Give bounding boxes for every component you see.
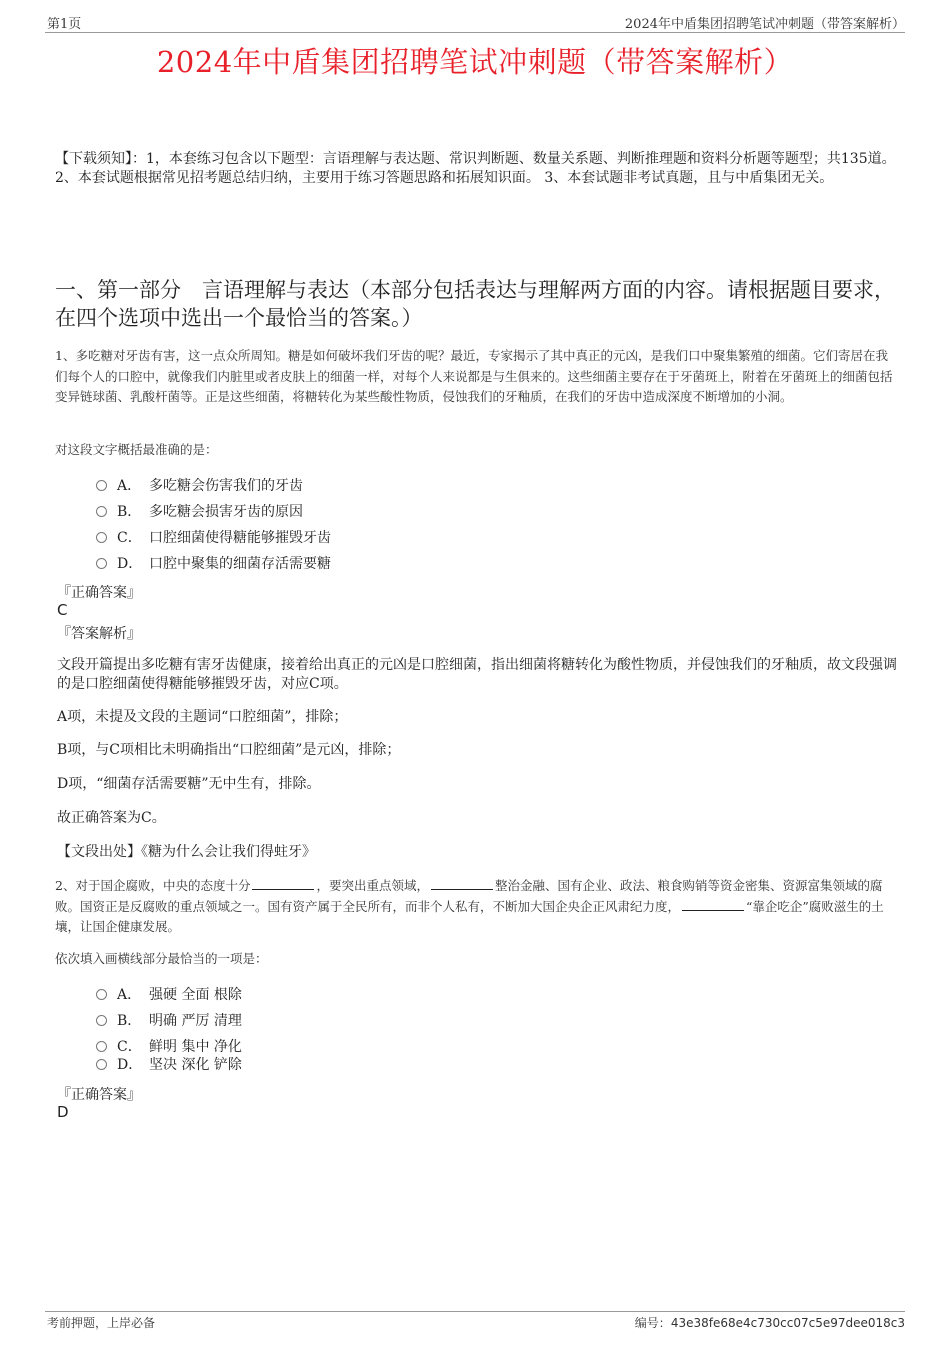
page-number: 第1页 bbox=[47, 17, 82, 32]
section-heading: 一、第一部分 言语理解与表达（本部分包括表达与理解两方面的内容。请根据题目要求，在四个选项中选出一个最恰当的答案。） bbox=[55, 278, 895, 330]
q2-answer: D bbox=[57, 1103, 69, 1121]
q1-source: 【文段出处】《糖为什么会让我们得蛀牙》 bbox=[57, 844, 316, 860]
option-letter: A． bbox=[117, 987, 142, 1003]
option-letter: D． bbox=[117, 556, 143, 572]
radio-icon[interactable] bbox=[96, 558, 107, 569]
download-notice: 【下载须知】：1，本套练习包含以下题型：言语理解与表达题、常识判断题、数量关系题、判断推理题和资料分析题等题型；共135道。 2、本套试题根据常见招考题总结归纳，主要用于练习答题思路和拓展知识面。 3、本套试题非考试真题，且与中盾集团无关。 bbox=[55, 151, 896, 186]
radio-icon[interactable] bbox=[96, 480, 107, 491]
option-letter: B． bbox=[117, 1013, 142, 1029]
document-code-label: 编号： bbox=[634, 1316, 671, 1330]
option-letter: A． bbox=[117, 478, 142, 494]
q2-text-part-1: 2、对于国企腐败，中央的态度十分 bbox=[55, 878, 251, 893]
q1-analysis-option-a: A项，未提及文段的主题词“口腔细菌”，排除； bbox=[57, 709, 348, 725]
option-text: 强硬 全面 根除 bbox=[149, 987, 242, 1003]
footer-slogan: 考前押题，上岸必备 bbox=[47, 1316, 156, 1330]
radio-icon[interactable] bbox=[96, 989, 107, 1000]
document-title: 2024年中盾集团招聘笔试冲刺题（带答案解析） bbox=[156, 45, 794, 79]
q2-option-d[interactable] bbox=[96, 1055, 242, 1075]
option-letter: D． bbox=[117, 1057, 143, 1073]
q1-option-c[interactable] bbox=[96, 528, 331, 548]
option-letter: C． bbox=[117, 530, 142, 546]
fill-blank-2 bbox=[431, 877, 493, 890]
radio-icon[interactable] bbox=[96, 1041, 107, 1052]
header-divider bbox=[45, 32, 905, 33]
document-code-value: 43e38fe68e4c730cc07c5e97dee018c3 bbox=[670, 1316, 905, 1330]
question-1-prompt: 对这段文字概括最准确的是： bbox=[55, 442, 218, 457]
running-header-title: 2024年中盾集团招聘笔试冲刺题（带答案解析） bbox=[624, 17, 905, 32]
fill-blank-3 bbox=[682, 898, 744, 911]
q2-text-part-2: ，要突出重点领域， bbox=[316, 878, 429, 893]
radio-icon[interactable] bbox=[96, 506, 107, 517]
question-1-text: 1、多吃糖对牙齿有害，这一点众所周知。糖是如何破坏我们牙齿的呢？最近，专家揭示了其中真正的元凶，是我们口中聚集繁殖的细菌。它们寄居在我们每个人的口腔中，就像我们内脏里或者皮肤上的细菌一样，对每个人来说都是与生俱来的。这些细菌主要存在于牙菌斑上，附着在牙菌斑上的细菌包括变异链球菌、乳酸杆菌等。正是这些细菌，将糖转化为某些酸性物质，侵蚀我们的牙釉质，在我们的牙齿中造成深度不断增加的小洞。 bbox=[55, 348, 893, 404]
fill-blank-1 bbox=[252, 877, 314, 890]
radio-icon[interactable] bbox=[96, 1015, 107, 1026]
radio-icon[interactable] bbox=[96, 1059, 107, 1070]
radio-icon[interactable] bbox=[96, 532, 107, 543]
option-letter: B． bbox=[117, 504, 142, 520]
q1-option-d[interactable] bbox=[96, 554, 331, 574]
q1-analysis-label: 『答案解析』 bbox=[57, 626, 141, 642]
document-code bbox=[635, 1314, 905, 1331]
q1-option-b[interactable] bbox=[96, 502, 303, 522]
option-text: 口腔中聚集的细菌存活需要糖 bbox=[149, 556, 331, 572]
question-2-text bbox=[55, 876, 900, 938]
question-2-prompt: 依次填入画横线部分最恰当的一项是： bbox=[55, 951, 268, 966]
option-text: 多吃糖会损害牙齿的原因 bbox=[149, 504, 303, 520]
q2-option-c[interactable] bbox=[96, 1037, 242, 1057]
footer-divider bbox=[45, 1311, 905, 1312]
q2-text-part-4: “靠企吃企”腐败滋生的土壤，让国企健康发展。 bbox=[55, 898, 884, 934]
q1-analysis-paragraph: 文段开篇提出多吃糖有害牙齿健康，接着给出真正的元凶是口腔细菌，指出细菌将糖转化为酸性物质，并侵蚀我们的牙釉质，故文段强调的是口腔细菌使得糖能够摧毁牙齿，对应C项。 bbox=[57, 657, 897, 692]
option-text: 明确 严厉 清理 bbox=[149, 1013, 242, 1029]
q1-conclusion: 故正确答案为C。 bbox=[57, 810, 166, 826]
q1-option-a[interactable] bbox=[96, 476, 303, 496]
option-text: 多吃糖会伤害我们的牙齿 bbox=[149, 478, 303, 494]
q1-analysis-option-b: B项，与C项相比未明确指出“口腔细菌”是元凶，排除； bbox=[57, 742, 401, 758]
q2-option-a[interactable] bbox=[96, 985, 242, 1005]
q2-answer-label: 『正确答案』 bbox=[57, 1087, 141, 1103]
q1-answer: C bbox=[57, 601, 68, 619]
option-text: 口腔细菌使得糖能够摧毁牙齿 bbox=[149, 530, 331, 546]
q2-option-b[interactable] bbox=[96, 1011, 242, 1031]
option-text: 鲜明 集中 净化 bbox=[149, 1039, 242, 1055]
option-text: 坚决 深化 铲除 bbox=[149, 1057, 242, 1073]
q2-text-part-3: 整治金融、国有企业、政法、粮食购销等资金密集、资源富集领域的腐败。国资正是反腐败的重点领域之一。国有资产属于全民所有，而非个人私有，不断加大国企央企正风肃纪力度， bbox=[55, 878, 883, 914]
q1-answer-label: 『正确答案』 bbox=[57, 585, 141, 601]
option-letter: C． bbox=[117, 1039, 142, 1055]
q1-analysis-option-d: D项，“细菌存活需要糖”无中生有，排除。 bbox=[57, 776, 321, 792]
